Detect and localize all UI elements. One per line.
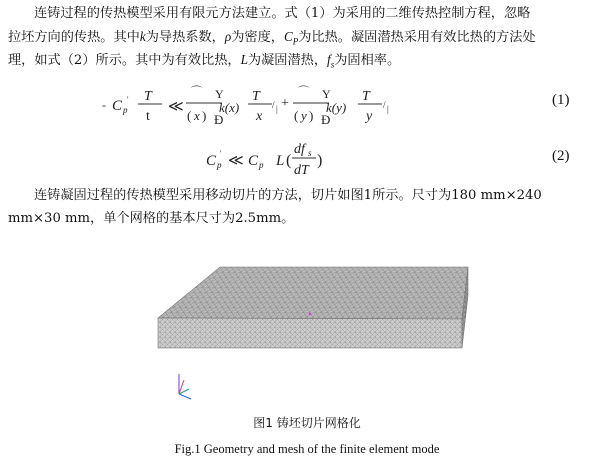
- svg-text:Y: Y: [322, 87, 331, 101]
- svg-text:|: |: [387, 104, 389, 114]
- equation-2-graphic: [200, 138, 360, 178]
- svg-text:⌒: ⌒: [191, 86, 202, 98]
- svg-text:y: y: [366, 109, 373, 124]
- svg-text:/: /: [383, 100, 386, 110]
- svg-text:T: T: [362, 89, 370, 104]
- svg-text:-: -: [102, 98, 106, 112]
- svg-text:p: p: [123, 105, 128, 115]
- slab-top-face: [158, 267, 468, 319]
- svg-text:≪: ≪: [168, 99, 184, 115]
- paragraph-2-line-2: [8, 207, 608, 230]
- paragraph-1-line-1: 连铸过程的传热模型采用有限元方法建立。式（1）为采用的二维传热控制方程，忽略: [34, 6, 531, 21]
- svg-text:): ): [202, 108, 207, 123]
- svg-text:⌒: ⌒: [298, 86, 309, 98]
- svg-text:p: p: [217, 160, 222, 170]
- svg-text:x: x: [194, 108, 200, 123]
- text-span: 连铸凝固过程的传热模型采用移动切片的方法，切片如图1所示。尺寸为180 mm×240: [34, 188, 542, 203]
- svg-text:T: T: [252, 89, 260, 104]
- svg-text:Y: Y: [215, 87, 224, 101]
- svg-text:': ': [127, 95, 129, 104]
- svg-text:+: +: [281, 96, 289, 111]
- svg-text:df: df: [294, 142, 305, 157]
- svg-text:L: L: [276, 153, 285, 169]
- symbol-cp: C: [283, 29, 293, 44]
- slab-front-face: [158, 318, 462, 348]
- svg-text:Đ: Đ: [321, 112, 331, 127]
- mesh-figure: [150, 262, 480, 411]
- svg-text:/: /: [272, 100, 275, 110]
- svg-text:Đ: Đ: [214, 112, 224, 127]
- svg-text:): ): [309, 108, 314, 123]
- paragraph-2-line-1: [8, 184, 608, 207]
- text-span: mm×30 mm，单个网格的基本尺寸为2.5mm。: [8, 211, 295, 226]
- paragraph-1-line-3: [8, 48, 608, 77]
- svg-text:x: x: [256, 109, 263, 124]
- svg-text:s: s: [308, 148, 312, 158]
- text-span: 为固相率。: [334, 53, 401, 68]
- svg-text:≪: ≪: [228, 153, 244, 169]
- svg-text:k(x): k(x): [219, 100, 240, 115]
- svg-text:(: (: [187, 108, 192, 123]
- svg-text:(: (: [294, 108, 299, 123]
- text-span: 为密度，: [231, 30, 284, 45]
- figure-caption-cn: 图1 铸坯切片网格化: [253, 416, 361, 430]
- svg-text:): ): [317, 152, 323, 169]
- svg-text:|: |: [276, 104, 278, 114]
- svg-text:C: C: [112, 98, 123, 114]
- svg-text:T: T: [144, 89, 152, 104]
- svg-text:(: (: [286, 152, 292, 169]
- symbol-cp-subscript: P: [292, 36, 299, 47]
- svg-text:y: y: [301, 108, 307, 123]
- symbol-fs-subscript: s: [330, 59, 335, 70]
- equation-1-number: (1): [552, 92, 570, 108]
- svg-text:C: C: [248, 153, 259, 169]
- text-span: 为比热。凝固潜热采用有效比热的方法处: [298, 30, 536, 45]
- text-span: 为凝固潜热，: [247, 53, 328, 68]
- axis-triad-icon: [179, 374, 191, 399]
- marker-dot: [309, 313, 312, 316]
- symbol-rho: ρ: [224, 29, 232, 44]
- symbol-fs: f: [327, 52, 331, 67]
- svg-text:p: p: [259, 160, 264, 170]
- svg-text:C: C: [206, 153, 217, 169]
- svg-text:k(y): k(y): [326, 100, 347, 115]
- symbol-k: k: [139, 29, 146, 44]
- figure-caption-en: Fig.1 Geometry and mesh of the finite element mode: [174, 442, 440, 456]
- svg-text:dT: dT: [294, 163, 309, 178]
- paragraph-1: [8, 2, 608, 25]
- svg-text:': ': [220, 149, 222, 158]
- svg-text:t: t: [146, 109, 150, 124]
- equation-2: [200, 138, 360, 178]
- symbol-L: L: [240, 52, 248, 67]
- equation-1: [100, 82, 430, 130]
- mesh-slab-image: [150, 262, 480, 407]
- text-span: 理，如式（2）所示。其中为有效比热，: [8, 53, 241, 68]
- equation-2-number: (2): [552, 148, 570, 164]
- equation-1-graphic: [100, 82, 430, 130]
- text-span: 为导热系数，: [145, 30, 225, 45]
- text-span: 拉坯方向的传热。其中: [8, 30, 140, 45]
